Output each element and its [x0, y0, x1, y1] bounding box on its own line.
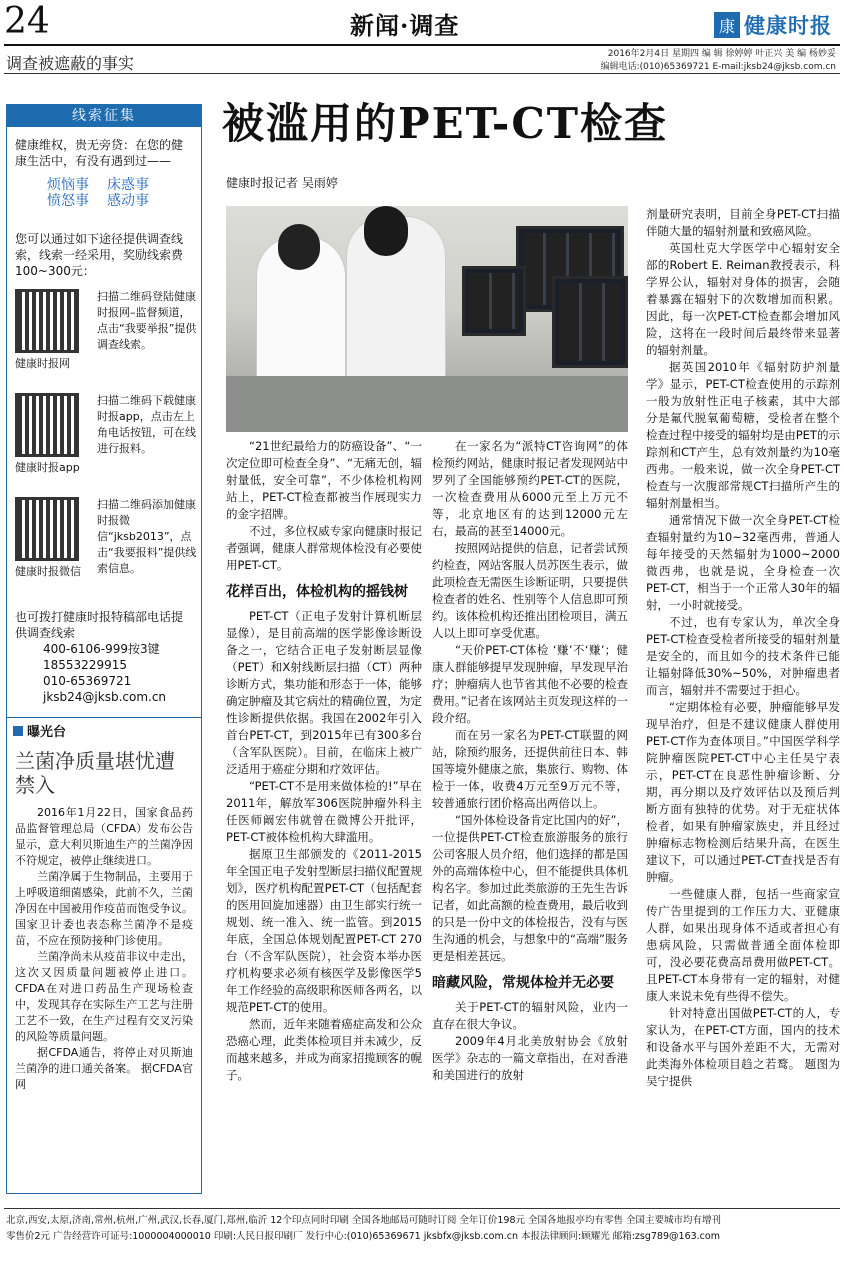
article-column-1 — [226, 438, 422, 1084]
mobile-number: 18553229915 — [43, 658, 127, 672]
paragraph: 在一家名为“派特CT咨询网”的体检预约网站，健康时报记者发现网站中罗列了全国能够预约PET-CT的医院，一次检查费用从6000元至上万元不等，北京地区有的达到12000元左右，最高的甚至14000元。 — [432, 439, 628, 538]
footer-imprint: 零售价2元 广告经营许可证号:1000004000010 印刷:人民日报印刷厂 发行中心:(010)65369671 jksbfx@jksb.com.cn 本报法律顾问:顾耀光 邮箱:zsg789@163.com — [6, 1231, 720, 1242]
phone-number: 010-65369721 — [43, 674, 132, 688]
paragraph: “21世纪最给力的防癌设备”、“一次定位即可检查全身”、“无痛无创，辐射量低，安全可靠”，不少体检机构网站上，PET-CT检查都被当作展现实力的金字招牌。 — [226, 439, 422, 521]
paragraph: “PET-CT不是用来做体检的!”早在2011年，解放军306医院肿瘤外科主任医师阚宏伟就曾在微博公开批评，PET-CT被体检机构大肆滥用。 — [226, 779, 422, 844]
qr-description: 扫描二维码添加健康时报微信“jksb2013”，点击“我要报料”提供线索信息。 — [97, 498, 197, 575]
column-name: 调查被遮蔽的事实 — [6, 54, 135, 73]
sidebar-header: 线索征集 — [7, 105, 201, 127]
paragraph: 据英国2010年《辐射防护剂量学》显示，PET-CT检查使用的示踪剂一般为放射性正电子核素，其中大部分是氟代脱氧葡萄糖，受检者在整个检查过程中接受的辐射均是由PET的示踪剂和CT产生，总有效剂量约为10毫西弗。一般来说，做一次全身PET-CT检查与一次腹部常规CT扫描所产生的辐射剂量相当。 — [646, 360, 840, 510]
paragraph: “定期体检有必要，肿瘤能够早发现早治疗，但是不建议健康人群使用PET-CT作为查体项目。”中国医学科学院肿瘤医院PET-CT中心主任吴宁表示，PET-CT在良恶性肿瘤诊断、分期，再分期以及疗效评估以及预后判断方面有独特的优势。对于无症状体检者，如果有肿瘤家族史，并且经过肿瘤标志物检测后结果升高，在医生建议下，可以通过PET-CT查找是否有肿瘤。 — [646, 700, 840, 884]
keyword: 感动事 — [107, 193, 149, 209]
qr-block-wechat — [7, 497, 201, 591]
qr-code-icon[interactable] — [15, 393, 79, 457]
logo-text: 健康时报 — [744, 13, 832, 38]
paragraph: 不过，也有专家认为，单次全身PET-CT检查受检者所接受的辐射剂量是安全的，而且如今的技术条件已能让辐射降低30%~50%，对肿瘤患者而言，辐射并不需要过于担心。 — [646, 615, 840, 697]
edition-meta: 2016年2月4日 星期四 编 辑 徐婷婷 叶正兴 美 编 杨妙妥 — [607, 49, 836, 59]
qr-code-icon[interactable] — [15, 289, 79, 353]
keyword: 烦恼事 — [47, 177, 89, 193]
qr-description: 扫描二维码登陆健康时报网–监督频道，点击“我要举报”提供调查线索。 — [97, 290, 197, 351]
qr-block-app — [7, 393, 201, 487]
sidebar-intro: 健康维权，贵无旁贷：在您的健康生活中，有没有遇到过—— — [15, 138, 184, 168]
expose-title: 兰菌净质量堪忧遭禁入 — [15, 749, 175, 797]
logo-mark-icon: 康 — [714, 12, 740, 38]
doctor-hair — [364, 206, 408, 256]
monitor-image — [552, 276, 628, 368]
sidebar-keywords — [47, 177, 167, 209]
paragraph: 英国杜克大学医学中心辐射安全部的Robert E. Reiman教授表示，科学界公认，辐射对身体的损害，会随着暴露在辐射下的次数增加而积累。因此，每一次PET-CT检查都会增加风险，这将在一段时间后最终带来显著的辐射剂量。 — [646, 241, 840, 357]
qr-caption: 健康时报微信 — [15, 565, 81, 578]
page-number: 24 — [4, 1, 50, 42]
keyword: 床惑事 — [107, 177, 149, 193]
paragraph: PET-CT（正电子发射计算机断层显像），是目前高端的医学影像诊断设备之一，它结合正电子发射断层显像（PET）和X射线断层扫描（CT）两种诊断方式，集功能和形态于一体，能够确定肿瘤及其它病灶的精确位置，为定性诊断提供依据。我国在2002年引入首台PET-CT，到2015年已有300多台（含军队医院）。目前，在临床上被广泛适用于癌症分期和疗效评估。 — [226, 609, 422, 776]
article-byline: 健康时报记者 吴雨婷 — [226, 176, 338, 190]
paragraph: 一些健康人群，包括一些商家宣传广告里提到的工作压力大、亚健康人群，如果出现身体不适或者担心有患病风险，只需做普通全面体检即可，没必要花费高昂费用做PET-CT。且PET-CT本身带有一定的辐射，对健康人来说未免有些得不偿失。 — [646, 887, 840, 1003]
paragraph: “天价PET-CT体检 ‘赚’不‘赚’；健康人群能够提早发现肿瘤，早发现早治疗；肿瘤病人也节省其他不必要的检查费用。”记者在该网站主页发现这样的一段介绍。 — [432, 643, 628, 725]
paragraph: 而在另一家名为PET-CT联盟的网站，除预约服务，还提供前往日本、韩国等境外健康之旅，集旅行、购物、体检于一体，收费4万元至9万元不等，较普通旅行团价格高出两倍以上。 — [432, 728, 628, 810]
subheading: 暗藏风险，常规体检并无必要 — [432, 975, 614, 991]
qr-code-icon[interactable] — [15, 497, 79, 561]
hotline: 400-6106-999按3键 — [43, 642, 160, 656]
article-column-3 — [646, 206, 840, 1090]
qr-block-website — [7, 289, 201, 383]
footer-rule — [4, 1208, 840, 1209]
article-photo — [226, 206, 628, 432]
paragraph: 据CFDA通告，将停止对贝斯迪兰菌净的进口通关备案。 据CFDA官网 — [15, 1046, 193, 1091]
section-title: 新闻·调查 — [350, 11, 460, 40]
sidebar-ways: 您可以通过如下途径提供调查线索，线索一经采用，奖励线索费100~300元： — [15, 232, 184, 278]
square-bullet-icon — [13, 726, 23, 736]
qr-description: 扫描二维码下载健康时报app，点击左上角电话按钮，可在线进行报料。 — [97, 394, 196, 455]
paragraph: 按照网站提供的信息，记者尝试预约检查，网站客服人员苏医生表示，做此项检查无需医生诊断证明，只要提供检查者的姓名、性别等个人信息即可预约。该体检机构还推出团检项目，满五人以上即可享受优惠。 — [432, 541, 628, 640]
keyword: 愤怒事 — [47, 193, 89, 209]
newspaper-logo — [714, 10, 836, 40]
qr-caption: 健康时报app — [15, 461, 80, 474]
paragraph: 据原卫生部颁发的《2011-2015年全国正电子发射型断层扫描仪配置规划》，医疗机构配置PET-CT（包括配套的医用回旋加速器）由卫生部实行统一规划、统一准入、统一监管。到2015年底，全国总体规划配置PET-CT 270台（不含军队医院），社会资本举办医疗机构要求必须有核医学及影像医学5年工作经验的高级职称医师各两名，以规范PET-CT的使用。 — [226, 847, 422, 1014]
paragraph: 然而，近年来随着癌症高发和公众恐癌心理，此类体检项目并未减少，反而越来越多，并成为商家招揽顾客的幌子。 — [226, 1017, 422, 1082]
qr-caption: 健康时报网 — [15, 357, 70, 370]
email-address: jksb24@jksb.com.cn — [43, 690, 167, 704]
contact-list — [15, 641, 193, 705]
phone-section — [7, 591, 201, 705]
tip-collection-sidebar — [6, 104, 202, 1194]
article-column-2 — [432, 438, 628, 1084]
editor-contact: 编辑电话:(010)65369721 E-mail:jksb24@jksb.com.cn — [600, 62, 836, 72]
expose-body — [7, 797, 201, 1093]
paragraph: 不过，多位权威专家向健康时报记者强调，健康人群常规体检没有必要使用PET-CT。 — [226, 524, 422, 572]
doctor-hair — [278, 224, 320, 270]
paragraph: 2009年4月北美放射协会《放射医学》杂志的一篇文章指出，在对香港和美国进行的放射 — [432, 1034, 628, 1082]
paragraph: 兰菌净属于生物制品，主要用于上呼吸道细菌感染，此前不久，兰菌净因在中国被用作疫苗而饱受争议。国家卫计委也表态称兰菌净不是疫苗，不应在预防接种门诊使用。 — [15, 870, 193, 947]
phone-intro: 也可拨打健康时报特稿部电话提供调查线索 — [15, 610, 184, 640]
paragraph: 关于PET-CT的辐射风险，业内一直存在很大争议。 — [432, 1000, 628, 1031]
masthead-rule-bottom — [4, 73, 840, 74]
paragraph: “国外体检设备肯定比国内的好”，一位提供PET-CT检查旅游服务的旅行公司客服人员介绍，他们选择的都是国外的高端体检中心，但不能提供具体机构名字。参加过此类旅游的王先生告诉记者，如此高额的检查费用，最后收到的只是一份中文的体检报告，没有与医生沟通的机会，与想象中的“高端”服务更是相差甚远。 — [432, 813, 628, 963]
article-headline: 被滥用的PET-CT检查 — [222, 99, 669, 148]
paragraph: 针对特意出国做PET-CT的人，专家认为，在PET-CT方面，国内的技术和设备水平与国外差距不大，无需对此类海外体检项目趋之若鹜。 题图为吴宁提供 — [646, 1006, 840, 1088]
paragraph: 通常情况下做一次全身PET-CT检查辐射量约为10~32毫西弗，普通人每年接受的天然辐射为1000~2000微西弗，也就是说，全身检查一次PET-CT，相当于一个正常人30年的辐射，一小时就接受。 — [646, 513, 840, 612]
expose-header-label: 曝光台 — [27, 725, 67, 740]
expose-header — [7, 717, 201, 739]
desk — [226, 376, 628, 432]
paragraph: 剂量研究表明，目前全身PET-CT扫描伴随大量的辐射剂量和致癌风险。 — [646, 207, 840, 238]
paragraph: 2016年1月22日，国家食品药品监督管理总局（CFDA）发布公告显示，意大利贝斯迪生产的兰菌净因不符规定，被停止继续进口。 — [15, 806, 193, 867]
subheading: 花样百出，体检机构的摇钱树 — [226, 584, 408, 600]
paragraph: 兰菌净尚未从疫苗非议中走出，这次又因质量问题被停止进口。CFDA在对进口药品生产现场检查中，发现其存在实际生产工艺与注册工艺不一致，在生产过程有交叉污染的风险等质量问题。 — [15, 950, 193, 1043]
masthead — [0, 0, 844, 76]
monitor-image — [462, 266, 526, 336]
footer-distribution: 北京,西安,太原,济南,常州,杭州,广州,武汉,长春,厦门,郑州,临沂 12个印点同时印刷 全国各地邮局可随时订阅 全年订价198元 全国各地报亭均有零售 全国主要城市均有增刊 — [6, 1215, 722, 1226]
